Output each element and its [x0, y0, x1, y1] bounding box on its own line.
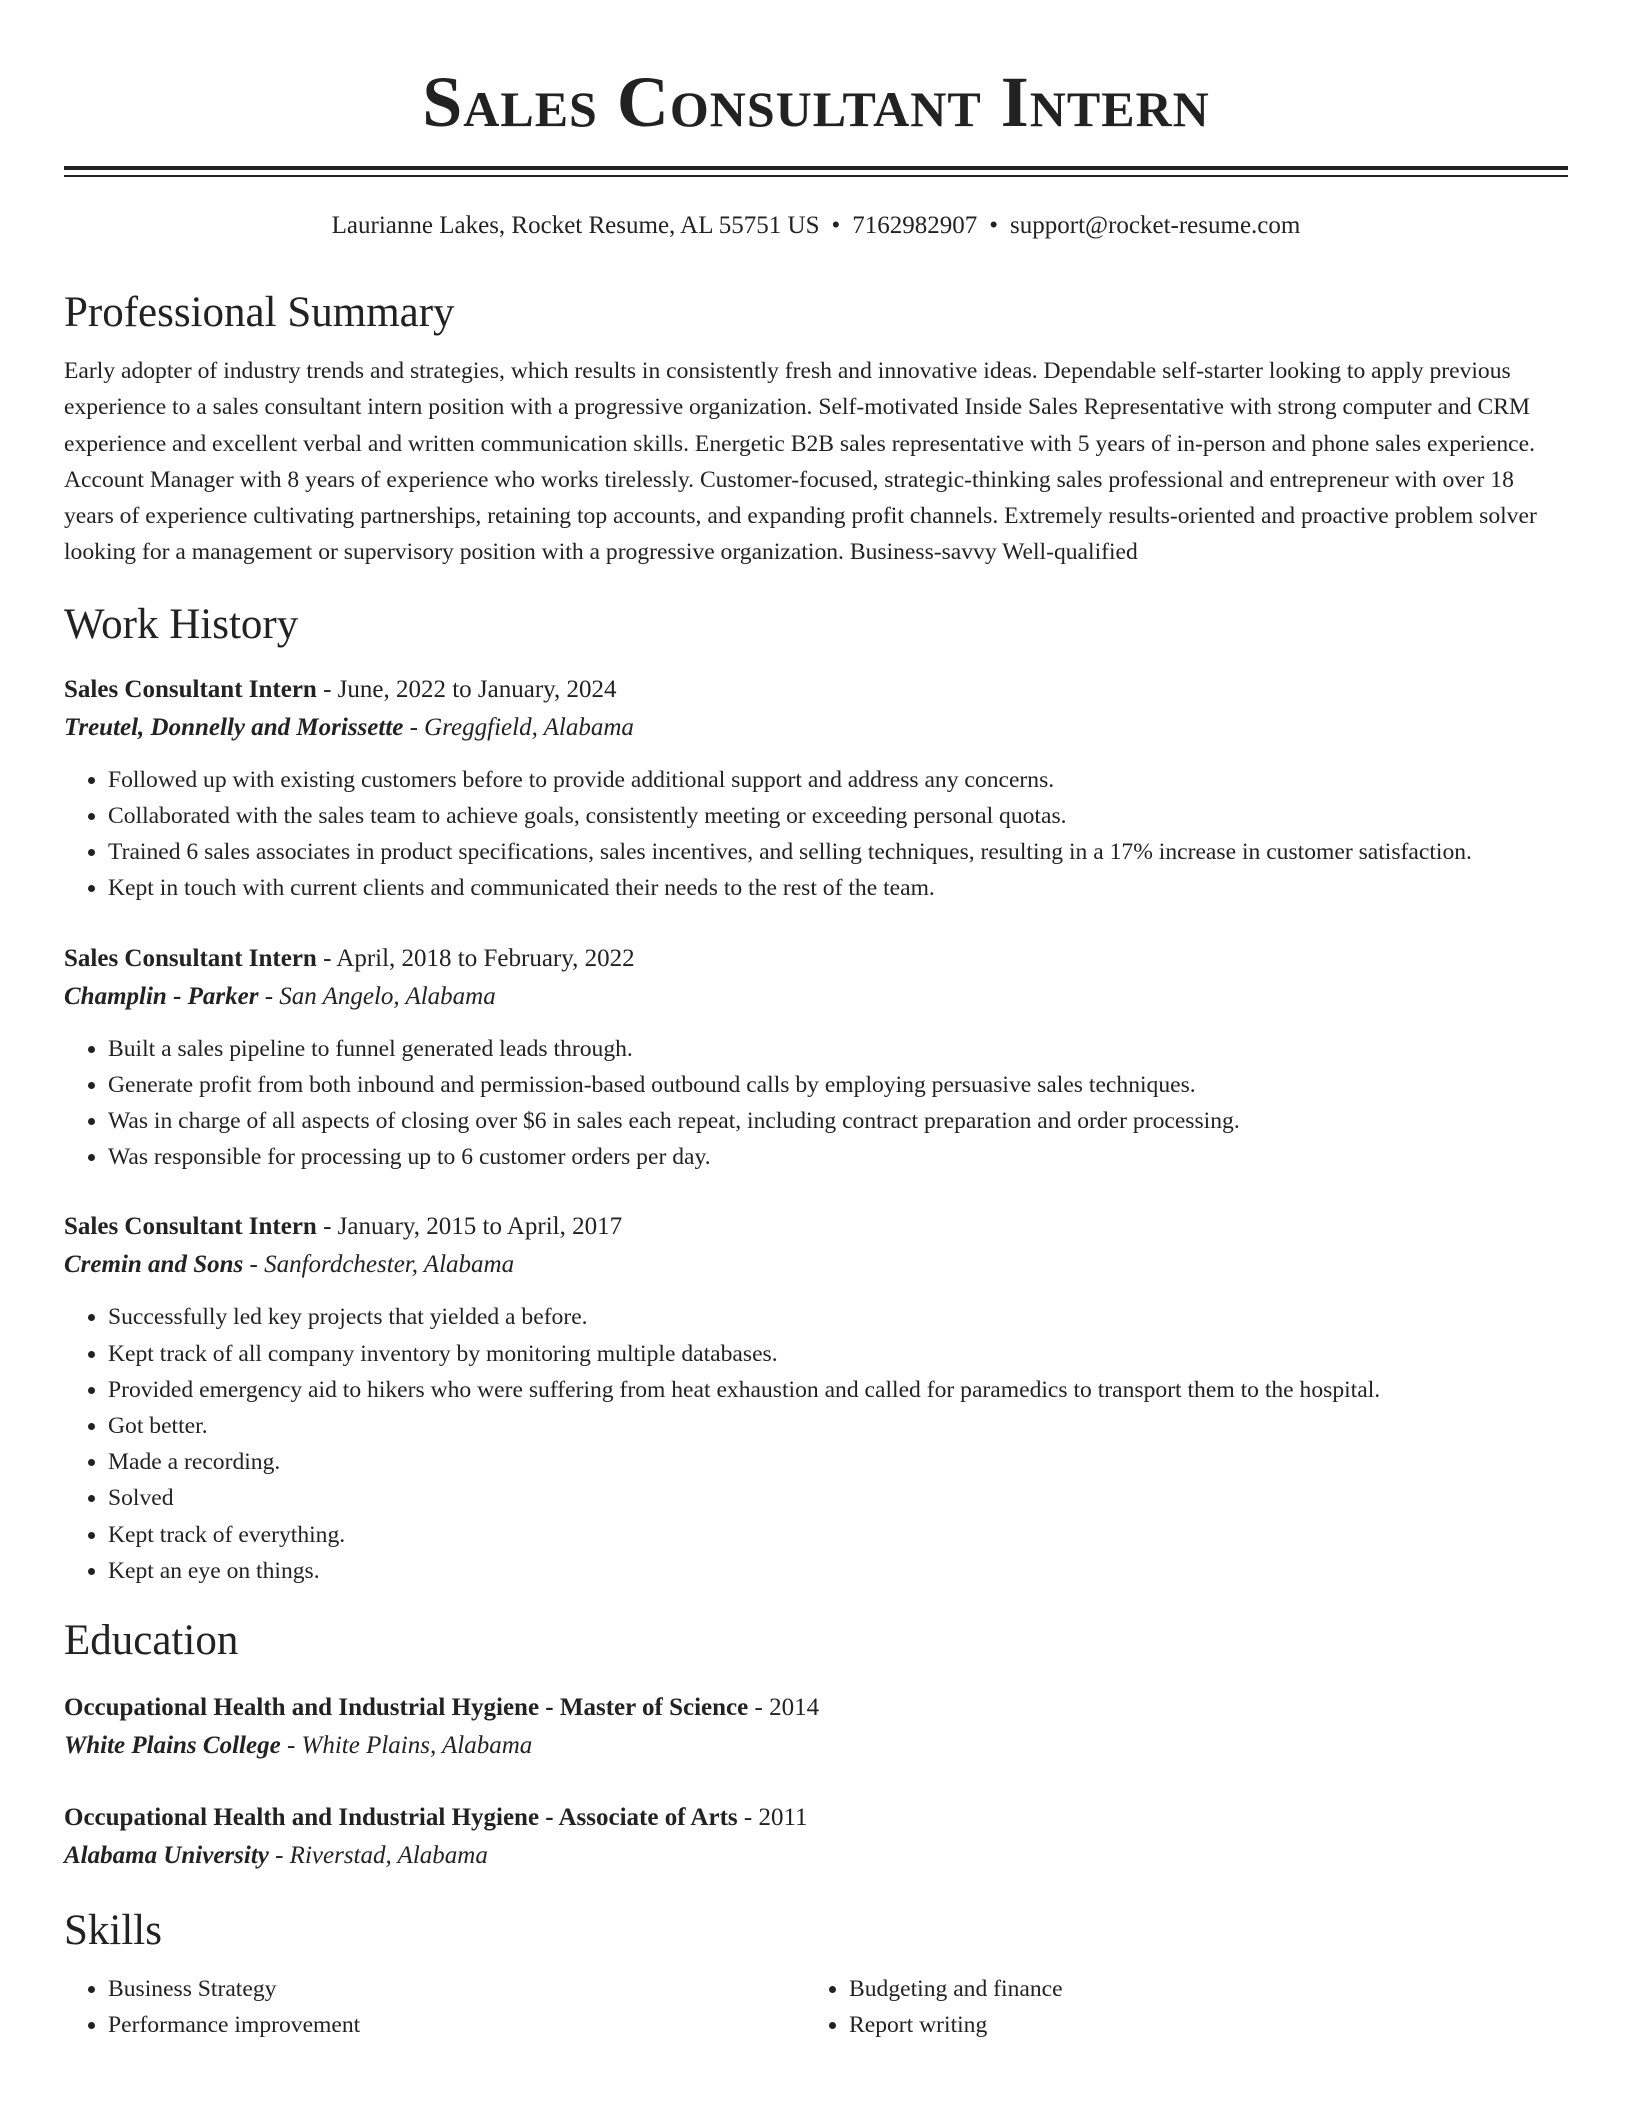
job-company-line [64, 709, 1568, 747]
skill-item: • Report writing [849, 2007, 1568, 2043]
job-bullet: • Generate profit from both inbound and permission-based outbound calls by employing persuasive sales techniques. [108, 1067, 1568, 1103]
job-title: Sales Consultant Intern [64, 675, 317, 703]
resume-title: Sales Consultant Intern [422, 62, 1210, 142]
education-year: - 2011 [737, 1804, 808, 1832]
contact-phone: 7162982907 [852, 212, 978, 239]
job-bullets [64, 1299, 1568, 1589]
job-entry [64, 940, 1568, 1176]
job-bullet: • Got better. [108, 1408, 1568, 1444]
contact-email[interactable]: support@rocket-resume.com [1010, 212, 1301, 239]
skill-item: • Business Strategy [108, 1971, 805, 2007]
education-entry [64, 1799, 1568, 1875]
job-company: Treutel, Donnelly and Morissette [64, 713, 404, 741]
job-title: Sales Consultant Intern [64, 944, 317, 972]
summary-heading: Professional Summary [64, 289, 455, 336]
job-company-line [64, 978, 1568, 1016]
job-dates: - June, 2022 to January, 2024 [316, 675, 617, 703]
contact-address: Laurianne Lakes, Rocket Resume, AL 55751 US [331, 212, 820, 239]
job-dates: - January, 2015 to April, 2017 [316, 1213, 623, 1241]
job-location: - Greggfield, Alabama [403, 713, 634, 741]
job-company: Champlin - Parker [64, 982, 259, 1010]
job-bullet: • Successfully led key projects that yielded a before. [108, 1299, 1568, 1335]
education-degree-line [64, 1689, 1568, 1727]
job-bullet: • Solved [108, 1480, 1568, 1516]
job-bullet: • Was responsible for processing up to 6 customer orders per day. [108, 1139, 1568, 1175]
job-location: - Sanfordchester, Alabama [243, 1251, 515, 1279]
education-degree-line [64, 1799, 1568, 1837]
job-bullet: • Kept in touch with current clients and communicated their needs to the rest of the team. [108, 870, 1568, 906]
skill-item: • Budgeting and finance [849, 1971, 1568, 2007]
job-title-line [64, 671, 1568, 709]
education-entry [64, 1689, 1568, 1765]
education-heading: Education [64, 1617, 239, 1665]
title-divider-thick [64, 166, 1568, 170]
job-entry [64, 671, 1568, 907]
education-school-line [64, 1727, 1568, 1765]
job-bullet: • Was in charge of all aspects of closing over $6 in sales each repeat, including contract preparation and order processing. [108, 1103, 1568, 1139]
education-school: Alabama University [64, 1842, 269, 1870]
job-title-line [64, 1208, 1568, 1246]
skills-list-right [805, 1971, 1568, 2043]
education-school-line [64, 1837, 1568, 1875]
job-company-line [64, 1246, 1568, 1284]
skills-grid [64, 1971, 1568, 2043]
job-location: - San Angelo, Alabama [258, 982, 496, 1010]
education-school: White Plains College [64, 1732, 281, 1760]
skill-item: • Performance improvement [108, 2007, 805, 2043]
job-company: Cremin and Sons [64, 1251, 244, 1279]
contact-separator: • [831, 212, 841, 239]
job-bullet: • Made a recording. [108, 1444, 1568, 1480]
education-year: - 2014 [748, 1694, 820, 1722]
job-bullet: • Kept an eye on things. [108, 1553, 1568, 1589]
contact-separator: • [989, 212, 999, 239]
job-bullet: • Kept track of all company inventory by monitoring multiple databases. [108, 1336, 1568, 1372]
title-divider-thin [64, 175, 1568, 177]
job-bullets [64, 1031, 1568, 1176]
job-title: Sales Consultant Intern [64, 1213, 317, 1241]
job-bullet: • Collaborated with the sales team to achieve goals, consistently meeting or exceeding personal quotas. [108, 798, 1568, 834]
job-bullet: • Followed up with existing customers before to provide additional support and address any concerns. [108, 762, 1568, 798]
education-location: - White Plains, Alabama [280, 1732, 533, 1760]
job-entry [64, 1208, 1568, 1589]
job-bullets [64, 762, 1568, 907]
summary-text: Early adopter of industry trends and strategies, which results in consistently fresh and innovative ideas. Dependable self-starter looking to apply previous experience to a sales consultant intern position with a progressive organization. Self-motivated Inside Sales Representative with strong computer and CRM experience and excellent verbal and written communication skills. Energetic B2B sales representative with 5 years of in-person and phone sales experience. Account Manager with 8 years of experience who works tirelessly. Customer-focused, strategic-thinking sales professional and entrepreneur with over 18 years of experience cultivating partnerships, retaining top accounts, and expanding profit channels. Extremely results-oriented and proactive problem solver looking for a management or supervisory position with a progressive organization. Business-savvy Well-qualified [64, 358, 1537, 566]
job-bullet: • Kept track of everything. [108, 1517, 1568, 1553]
job-bullet: • Built a sales pipeline to funnel generated leads through. [108, 1031, 1568, 1067]
education-location: - Riverstad, Alabama [268, 1842, 488, 1870]
skills-list-left [64, 1971, 805, 2043]
job-dates: - April, 2018 to February, 2022 [316, 944, 635, 972]
skills-heading: Skills [64, 1907, 162, 1955]
job-title-line [64, 940, 1568, 978]
contact-line [64, 211, 1568, 241]
education-degree: Occupational Health and Industrial Hygiene - Master of Science [64, 1694, 749, 1722]
education-degree: Occupational Health and Industrial Hygiene - Associate of Arts [64, 1804, 738, 1832]
job-bullet: • Trained 6 sales associates in product specifications, sales incentives, and selling techniques, resulting in a 17% increase in customer satisfaction. [108, 834, 1568, 870]
work-history-heading: Work History [64, 600, 299, 648]
job-bullet: • Provided emergency aid to hikers who were suffering from heat exhaustion and called for paramedics to transport them to the hospital. [108, 1372, 1568, 1408]
